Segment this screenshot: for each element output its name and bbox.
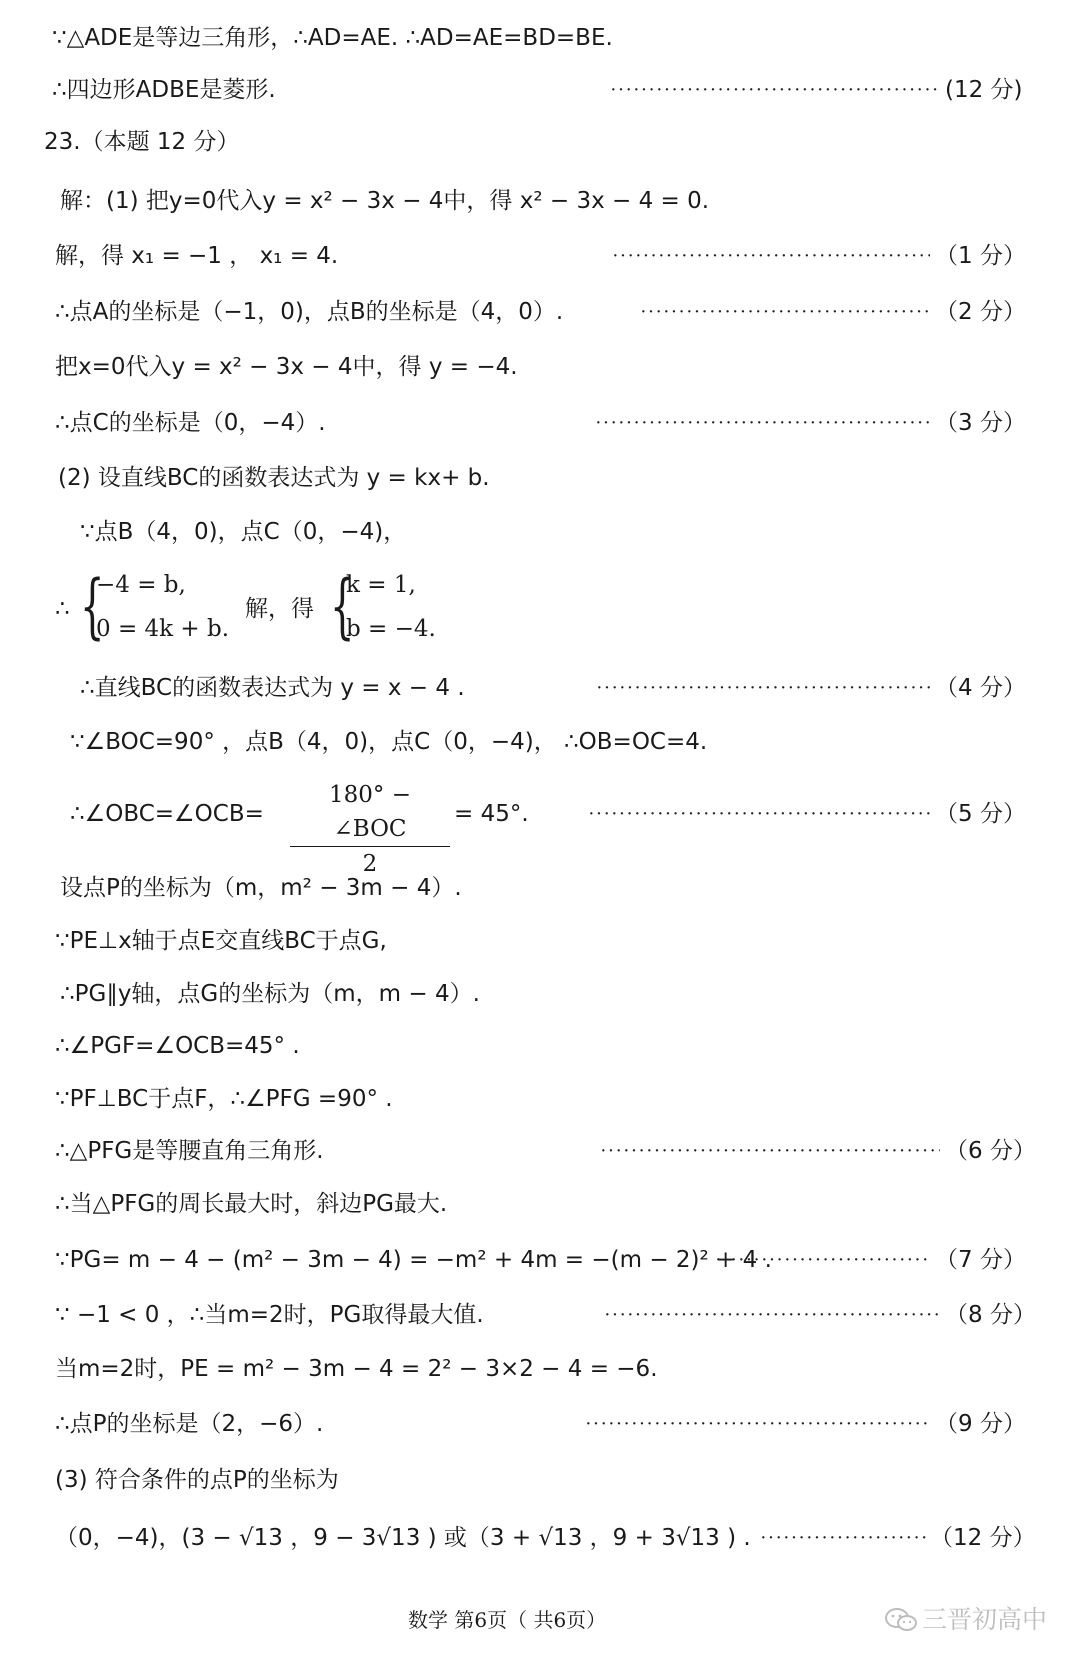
leader-dots xyxy=(610,70,940,110)
answer-line xyxy=(0,974,1080,1014)
line-text: 解，得 x₁ = −1 ， x₁ = 4. xyxy=(55,243,339,269)
line-text: （0，−4)，(3 − √13 ，9 − 3√13 ) 或（3 + √13 ，9 + 3√13 ) . xyxy=(55,1525,751,1551)
answer-line xyxy=(0,868,1080,908)
wechat-icon xyxy=(884,1607,918,1633)
left-brace: { xyxy=(80,565,105,647)
answer-line xyxy=(0,70,1080,110)
answer-line xyxy=(0,1079,1080,1119)
answer-line xyxy=(0,181,1080,221)
leader-dots xyxy=(600,1131,940,1171)
equation-row: 0 = 4k + b. xyxy=(96,616,230,642)
leader-dots xyxy=(612,236,930,276)
score-mark: (12 分) xyxy=(945,77,1023,103)
solution-row: b = −4. xyxy=(346,616,436,642)
line-text: ∵ −1 < 0 ，∴当m=2时，PG取得最大值. xyxy=(55,1302,484,1328)
score-mark: （2 分） xyxy=(935,299,1026,325)
answer-line xyxy=(0,722,1080,762)
line-text: ∵PG= m − 4 − (m² − 3m − 4) = −m² + 4m = −(m − 2)² + 4 . xyxy=(55,1247,772,1273)
line-text: ∴∠OBC=∠OCB= xyxy=(70,801,264,827)
answer-line xyxy=(0,1518,1080,1558)
answer-line xyxy=(0,1131,1080,1171)
line-text: 解：(1) 把y=0代入y = x² − 3x − 4中，得 x² − 3x − 4 = 0. xyxy=(60,188,710,214)
page-number: 数学 第6页（ 共6页） xyxy=(408,1608,607,1632)
line-text: 当m=2时，PE = m² − 3m − 4 = 2² − 3×2 − 4 = −6. xyxy=(55,1356,658,1382)
watermark-text: 三晋初高中 xyxy=(922,1605,1048,1634)
line-text: ∴四边形ADBE是菱形. xyxy=(52,77,276,103)
answer-line xyxy=(0,292,1080,332)
answer-line xyxy=(0,921,1080,961)
answer-line xyxy=(0,668,1080,708)
line-text: ∴∠PGF=∠OCB=45° . xyxy=(55,1033,300,1059)
leader-dots xyxy=(595,403,930,443)
line-text: ∴直线BC的函数表达式为 y = x − 4 . xyxy=(80,675,465,701)
page-footer xyxy=(0,1600,1080,1640)
leader-dots xyxy=(588,794,930,834)
line-text: 把x=0代入y = x² − 3x − 4中，得 y = −4. xyxy=(55,354,518,380)
fraction-numerator: 180° − ∠BOC xyxy=(290,778,450,847)
line-text: ∵PE⊥x轴于点E交直线BC于点G, xyxy=(55,928,387,954)
leader-dots xyxy=(760,1518,930,1558)
line-text: ∴点A的坐标是（−1，0)，点B的坐标是（4，0）. xyxy=(55,299,564,325)
answer-line xyxy=(0,236,1080,276)
angle-fraction xyxy=(290,778,450,881)
answer-line xyxy=(0,458,1080,498)
line-text: ∵PF⊥BC于点F，∴∠PFG =90° . xyxy=(55,1086,393,1112)
answer-line xyxy=(0,1295,1080,1335)
score-mark: （3 分） xyxy=(935,410,1026,436)
solve-label: 解，得 xyxy=(245,596,314,622)
score-mark: （5 分） xyxy=(935,801,1026,827)
leader-dots xyxy=(604,1295,940,1335)
equation-system xyxy=(0,565,1080,655)
line-text: ∵点B（4，0)，点C（0，−4)， xyxy=(80,519,407,545)
question-title: 23.（本题 12 分） xyxy=(44,129,240,155)
line-text: ∵∠BOC=90° ，点B（4，0)，点C（0，−4)， ∴OB=OC=4. xyxy=(70,729,708,755)
answer-line xyxy=(0,403,1080,443)
leader-dots xyxy=(715,1240,930,1280)
answer-line xyxy=(0,347,1080,387)
answer-line xyxy=(0,512,1080,552)
line-text: ∴点P的坐标是（2，−6）. xyxy=(55,1411,324,1437)
answer-line xyxy=(0,1460,1080,1500)
line-text: 设点P的坐标为（m，m² − 3m − 4）. xyxy=(60,875,462,901)
answer-line xyxy=(0,1349,1080,1389)
score-mark: （4 分） xyxy=(935,675,1026,701)
score-mark: （7 分） xyxy=(935,1247,1026,1273)
fraction-line xyxy=(0,778,1080,877)
score-mark: （12 分） xyxy=(930,1525,1036,1551)
leader-dots xyxy=(596,668,930,708)
line-text: ∴△PFG是等腰直角三角形. xyxy=(55,1138,324,1164)
score-mark: （8 分） xyxy=(945,1302,1036,1328)
left-brace: { xyxy=(330,565,355,647)
fraction-denominator: 2 xyxy=(362,851,378,877)
answer-line xyxy=(0,1240,1080,1280)
line-text: ∴点C的坐标是（0，−4）. xyxy=(55,410,326,436)
score-mark: （6 分） xyxy=(945,1138,1036,1164)
leader-dots xyxy=(640,292,930,332)
line-text: (2) 设直线BC的函数表达式为 y = kx+ b. xyxy=(58,465,490,491)
line-text: (3) 符合条件的点P的坐标为 xyxy=(55,1467,339,1493)
score-mark: （1 分） xyxy=(935,243,1026,269)
line-text: = 45°. xyxy=(454,801,529,827)
score-mark: （9 分） xyxy=(935,1411,1026,1437)
answer-line xyxy=(0,18,1080,58)
answer-line xyxy=(0,1026,1080,1066)
line-text: ∵△ADE是等边三角形，∴AD=AE. ∴AD=AE=BD=BE. xyxy=(52,25,613,51)
line-text: ∴当△PFG的周长最大时，斜边PG最大. xyxy=(55,1191,448,1217)
question-header xyxy=(0,122,1080,162)
answer-line xyxy=(0,1184,1080,1224)
answer-line xyxy=(0,1404,1080,1444)
leader-dots xyxy=(585,1404,930,1444)
equation-row: −4 = b, xyxy=(96,572,186,598)
line-text: ∴PG∥y轴，点G的坐标为（m，m − 4）. xyxy=(60,981,480,1007)
therefore-symbol: ∴ xyxy=(55,596,70,622)
solution-row: k = 1, xyxy=(346,572,416,598)
